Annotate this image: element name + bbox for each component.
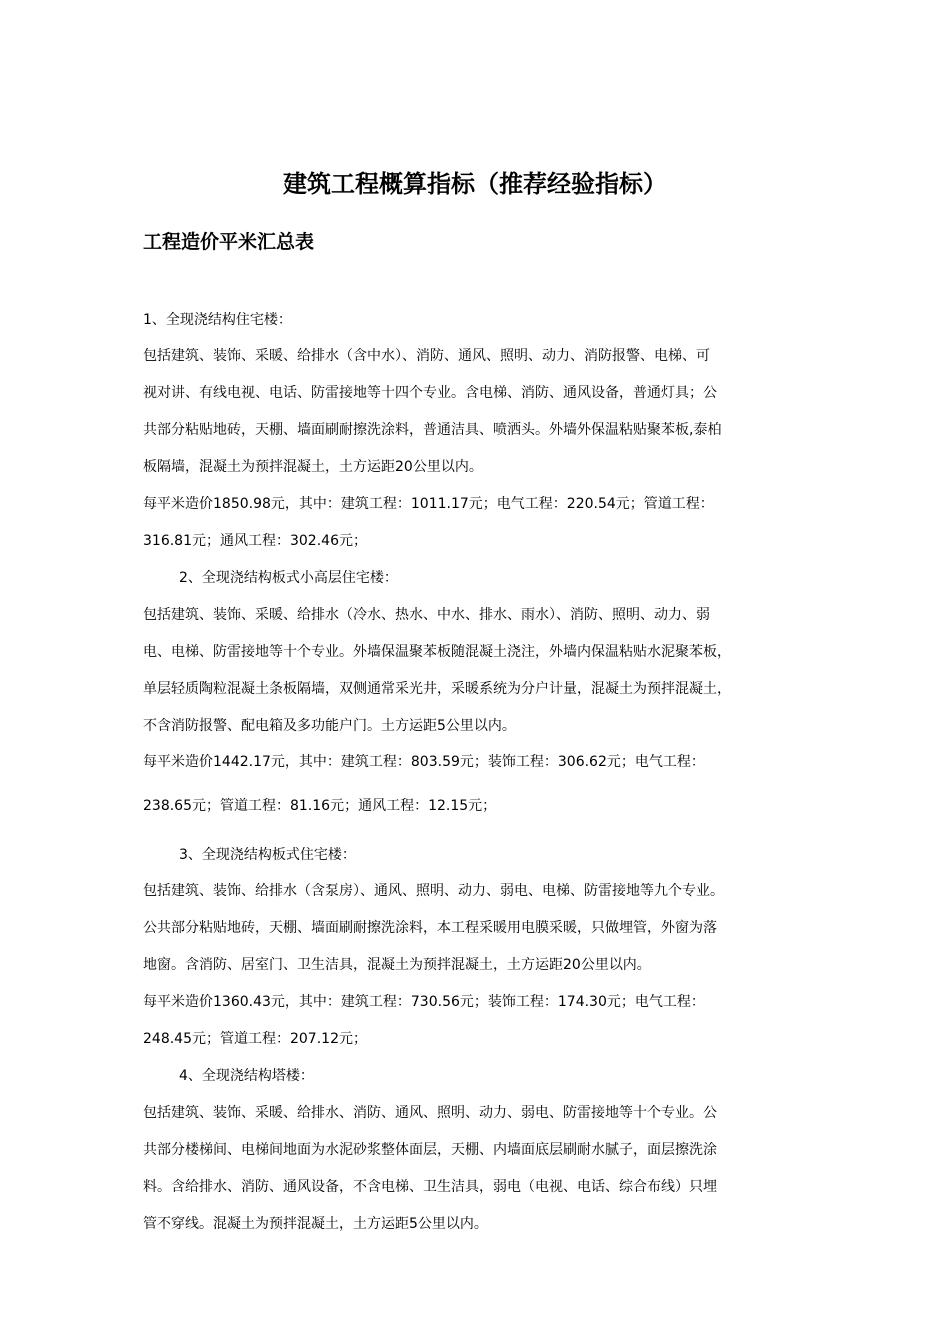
section-1-cost-line: 每平米造价1850.98元，其中：建筑工程：1011.17元；电气工程：220.54元；管道工程： <box>143 496 714 512</box>
section-4-heading: 4、全现浇结构塔楼： <box>179 1068 314 1084</box>
section-3-description-line: 地窗。含消防、居室门、卫生洁具，混凝土为预拌混凝土，土方运距20公里以内。 <box>143 957 651 973</box>
section-4-description-line: 共部分楼梯间、电梯间地面为水泥砂浆整体面层，天棚、内墙面底层刷耐水腻子，面层擦洗涂 <box>143 1142 717 1158</box>
section-2-description-line: 不含消防报警、配电箱及多功能户门。土方运距5公里以内。 <box>143 718 516 734</box>
section-1-description-line: 共部分粘贴地砖，天棚、墙面刷耐擦洗涂料，普通洁具、喷洒头。外墙外保温粘贴聚苯板,泰柏 <box>143 422 722 438</box>
section-2-description-line: 电、电梯、防雷接地等十个专业。外墙保温聚苯板随混凝土浇注，外墙内保温粘贴水泥聚苯板， <box>143 644 731 660</box>
section-2-heading: 2、全现浇结构板式小高层住宅楼： <box>179 570 398 586</box>
section-3-heading: 3、全现浇结构板式住宅楼： <box>179 847 356 863</box>
section-3-description-line: 包括建筑、装饰、给排水（含泵房）、通风、照明、动力、弱电、电梯、防雷接地等九个专业。 <box>143 883 724 899</box>
section-4-description-line: 料。含给排水、消防、通风设备，不含电梯、卫生洁具，弱电（电视、电话、综合布线）只埋 <box>143 1179 717 1195</box>
section-1-heading: 1、全现浇结构住宅楼： <box>143 312 292 328</box>
section-1-description-line: 包括建筑、装饰、采暖、给排水（含中水）、消防、通风、照明、动力、消防报警、电梯、可 <box>143 348 710 364</box>
section-4-description-line: 包括建筑、装饰、采暖、给排水、消防、通风、照明、动力、弱电、防雷接地等十个专业。公 <box>143 1105 717 1121</box>
section-1-description-line: 视对讲、有线电视、电话、防雷接地等十四个专业。含电梯、消防、通风设备，普通灯具；公 <box>143 385 717 401</box>
section-subtitle: 工程造价平米汇总表 <box>143 231 315 253</box>
section-4-description-line: 管不穿线。混凝土为预拌混凝土，土方运距5公里以内。 <box>143 1216 488 1232</box>
section-1-description-line: 板隔墙，混凝土为预拌混凝土，土方运距20公里以内。 <box>143 459 483 475</box>
section-3-cost-line: 每平米造价1360.43元，其中：建筑工程：730.56元；装饰工程：174.30元；电气工程： <box>143 994 705 1010</box>
section-2-cost-line: 每平米造价1442.17元，其中：建筑工程：803.59元；装饰工程：306.62元；电气工程： <box>143 754 705 770</box>
section-3-cost-line: 248.45元；管道工程：207.12元； <box>143 1031 367 1047</box>
page-title: 建筑工程概算指标（推荐经验指标） <box>283 170 667 198</box>
section-3-description-line: 公共部分粘贴地砖，天棚、墙面刷耐擦洗涂料，本工程采暖用电膜采暖，只做埋管，外窗为落 <box>143 920 717 936</box>
section-2-description-line: 包括建筑、装饰、采暖、给排水（冷水、热水、中水、排水、雨水）、消防、照明、动力、弱 <box>143 607 710 623</box>
section-1-cost-line: 316.81元；通风工程：302.46元； <box>143 533 367 549</box>
section-2-description-line: 单层轻质陶粒混凝土条板隔墙，双侧通常采光井，采暖系统为分户计量，混凝土为预拌混凝土， <box>143 681 731 697</box>
section-2-cost-line: 238.65元；管道工程：81.16元；通风工程：12.15元； <box>143 798 497 814</box>
